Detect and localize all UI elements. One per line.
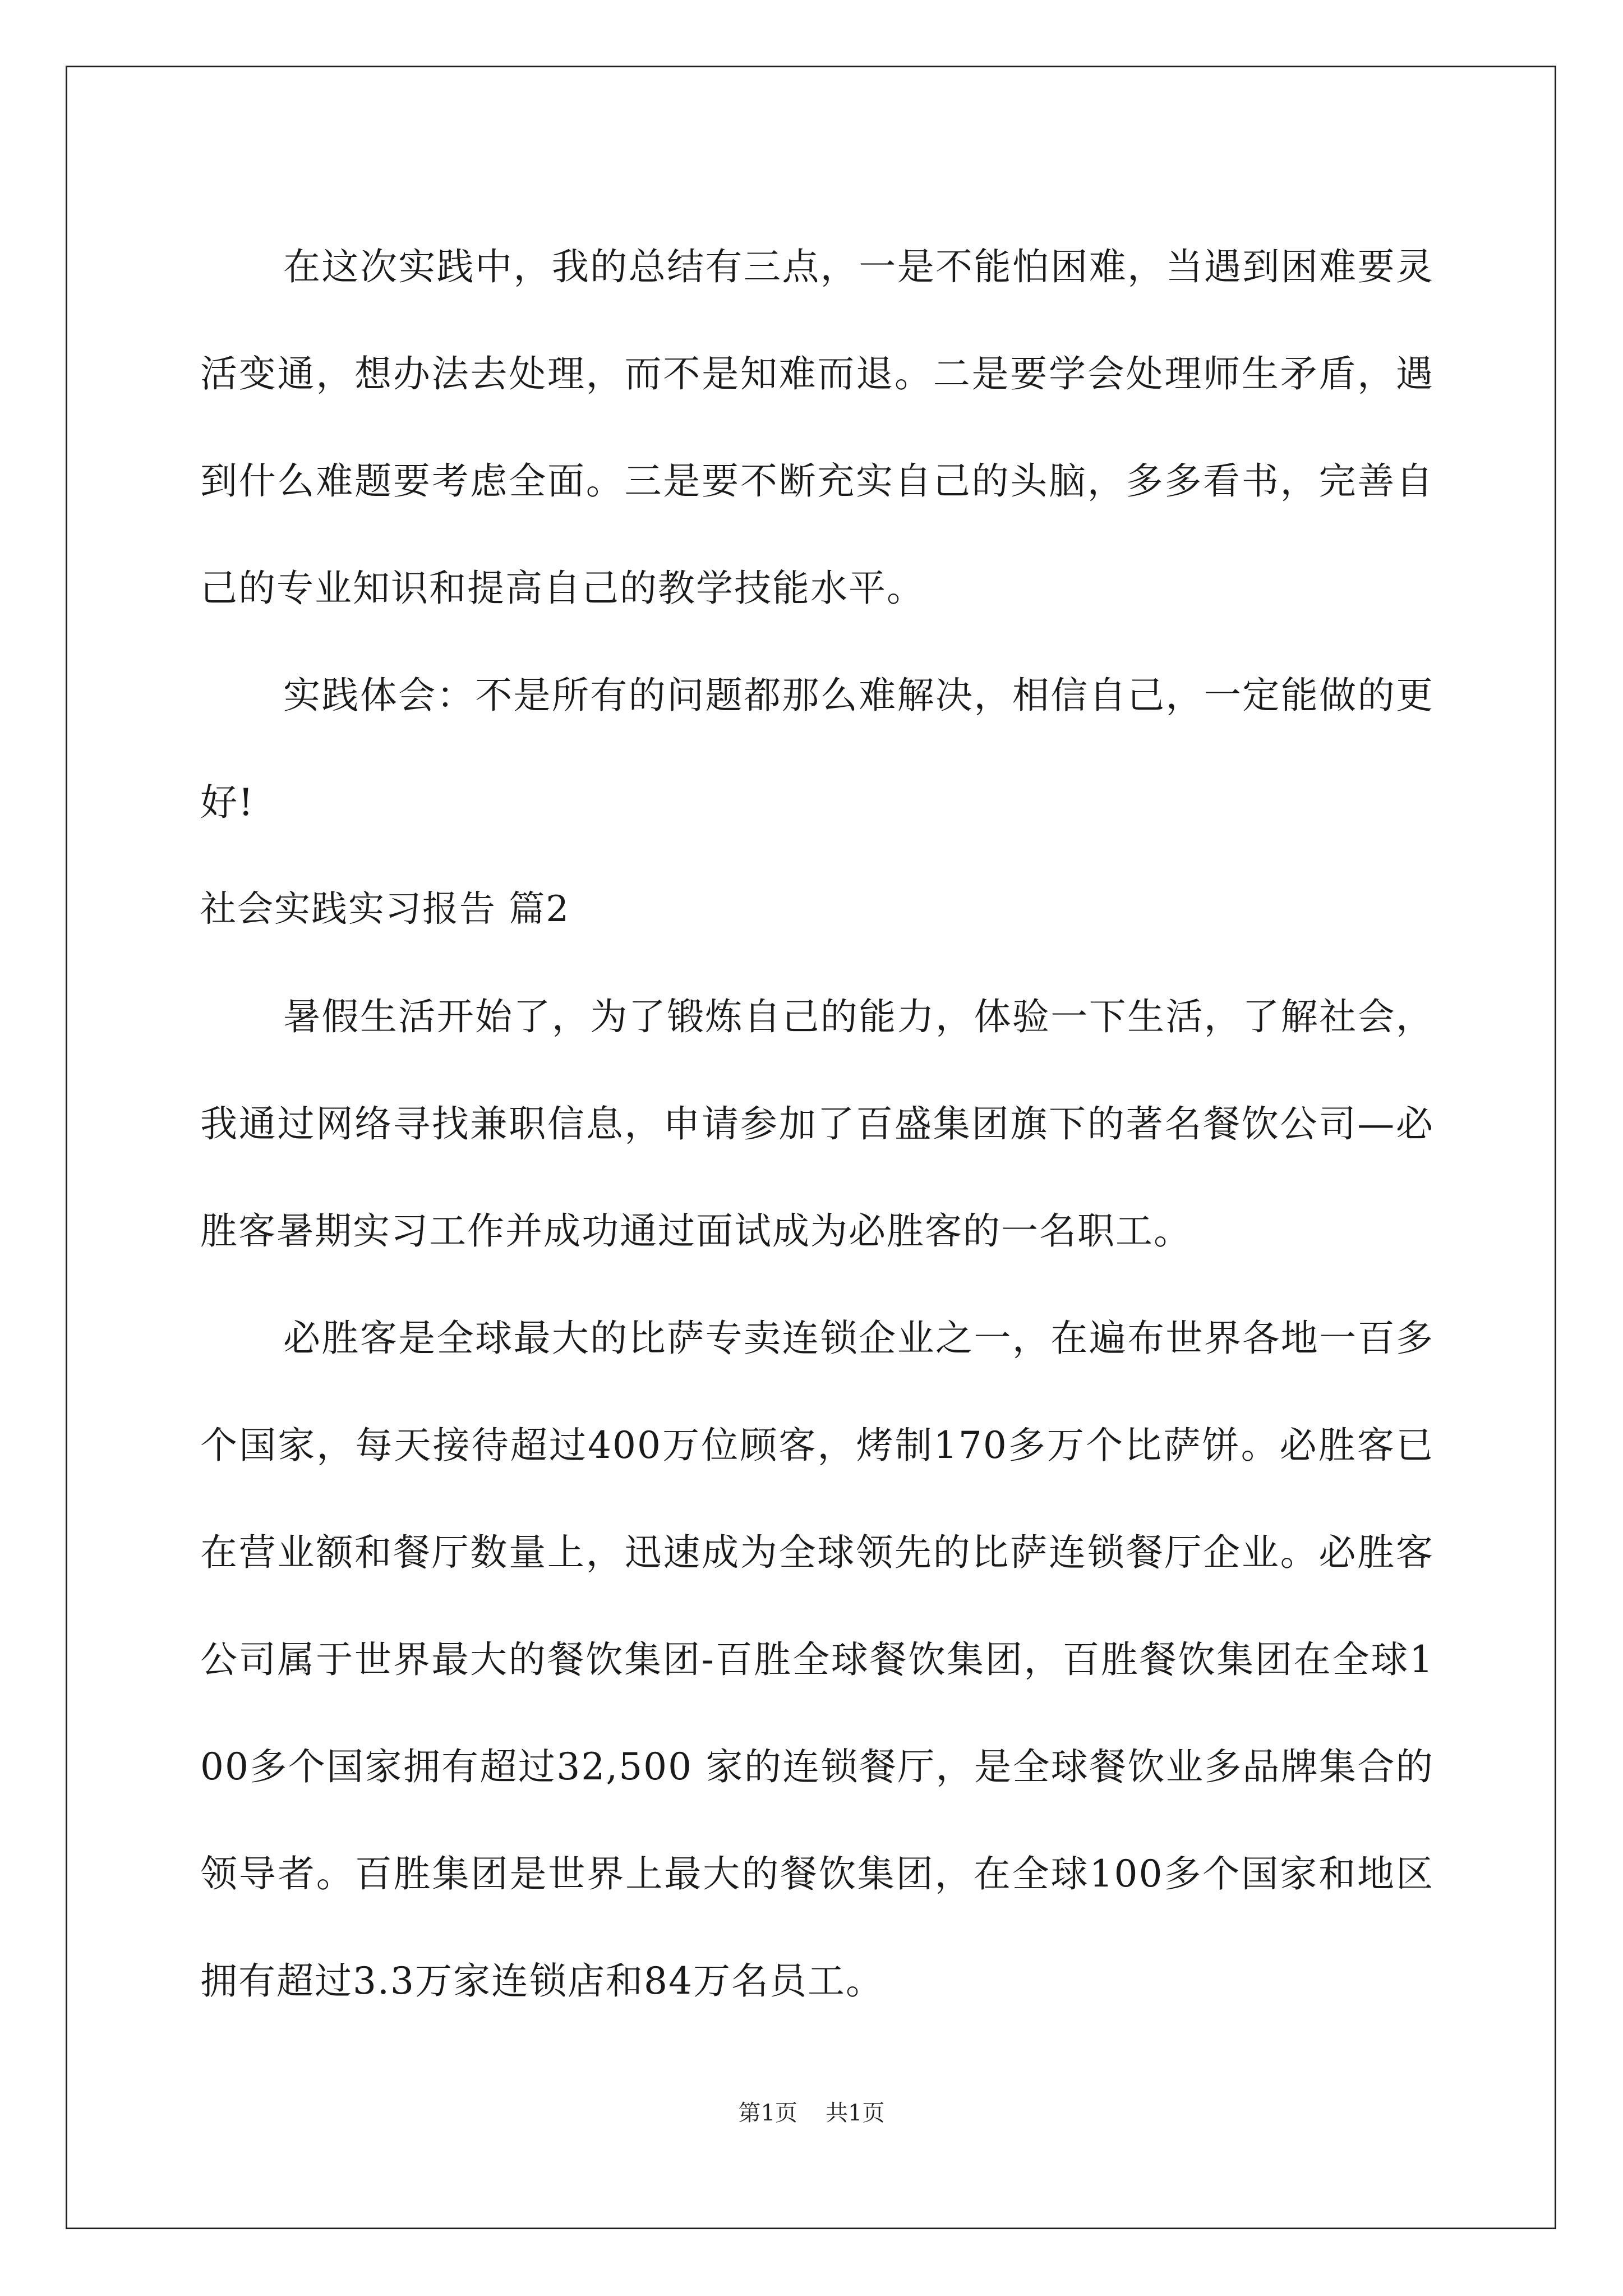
paragraph-pizzahut: 必胜客是全球最大的比萨专卖连锁企业之一，在遍布世界各地一百多个国家，每天接待超过400万位顾客，烤制170多万个比萨饼。必胜客已在营业额和餐厅数量上，迅速成为全球领先的比萨连锁餐厅企业。必胜客公司属于世界最大的餐饮集团-百胜全球餐饮集团，百胜餐饮集团在全球100多个国家拥有超过32,500 家的连锁餐厅，是全球餐饮业多品牌集合的领导者。百胜集团是世界上最大的餐饮集团，在全球100多个国家和地区拥有超过3.3万家连锁店和84万名员工。 <box>200 1317 1434 2003</box>
section-heading: 社会实践实习报告 篇2 <box>200 889 570 930</box>
paragraph-summary: 在这次实践中，我的总结有三点，一是不能怕困难，当遇到困难要灵活变通，想办法去处理，而不是知难而退。二是要学会处理师生矛盾，遇到什么难题要考虑全面。三是要不断充实自己的头脑，多多看书，完善自己的专业知识和提高自己的教学技能水平。 <box>200 245 1434 610</box>
page-number: 第1页 <box>738 2100 797 2126</box>
total-pages: 共1页 <box>826 2100 885 2126</box>
page-footer <box>0 2095 1623 2127</box>
document-body <box>200 213 1434 2035</box>
paragraph-intro: 暑假生活开始了，为了锻炼自己的能力，体验一下生活，了解社会，我通过网络寻找兼职信息，申请参加了百盛集团旗下的著名餐饮公司—必胜客暑期实习工作并成功通过面试成为必胜客的一名职工。 <box>200 995 1434 1253</box>
paragraph-experience: 实践体会：不是所有的问题都那么难解决，相信自己，一定能做的更好! <box>200 674 1434 824</box>
